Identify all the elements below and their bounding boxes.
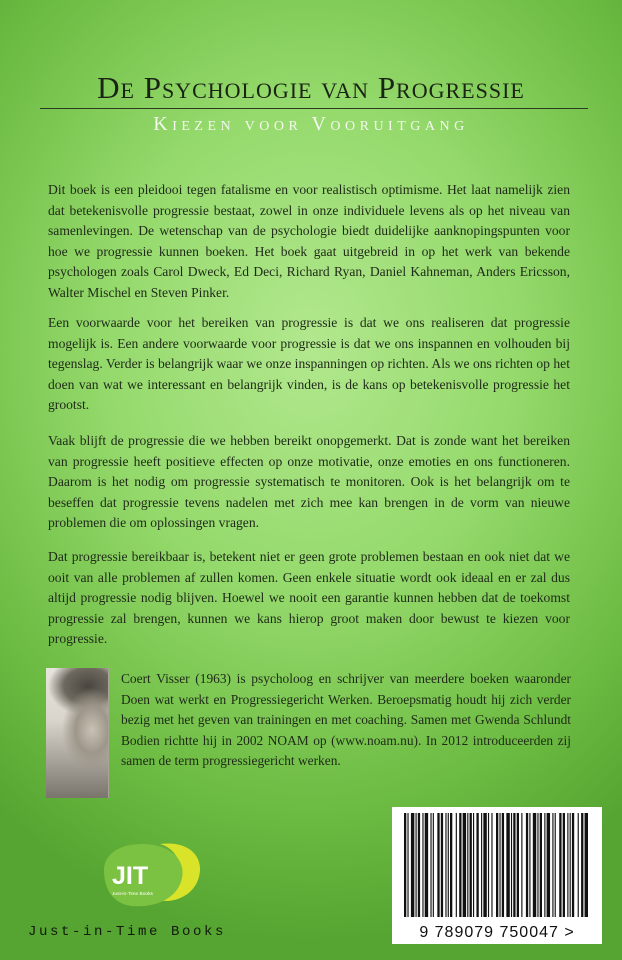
- barcode-bar: [488, 813, 489, 917]
- barcode-bar: [476, 813, 478, 917]
- barcode-bar: [544, 813, 545, 917]
- publisher-name: Just-in-Time Books: [28, 924, 227, 940]
- logo-text: JIT: [112, 862, 149, 890]
- blurb-paragraph-4: Dat progressie bereikbaar is, betekent niet er geen grote problemen bestaan en ook niet dat we ooit van alle problemen af zullen komen. Geen enkele situatie wordt ook ideaal en er zal dus altijd progressie nodig blijven. Hoewel we nooit een garantie kunnen hebben dat de toekomst progressie zal brengen, kunnen we kans hierop groot maken door bewust te kiezen voor progressie.: [48, 549, 570, 647]
- barcode-bar: [433, 813, 434, 917]
- book-subtitle: Kiezen voor Vooruitgang: [153, 113, 469, 135]
- barcode-bar: [537, 813, 538, 917]
- barcode-bar: [463, 813, 466, 917]
- logo-tagline: Just-in-Time Books: [112, 892, 153, 897]
- barcode-bar: [407, 813, 408, 917]
- barcode-bar: [481, 813, 482, 917]
- barcode-bar: [511, 813, 512, 917]
- author-photo: [46, 668, 109, 798]
- book-title: De Psychologie van Progressie: [97, 70, 525, 105]
- barcode-bar: [448, 813, 449, 917]
- barcode-bar: [559, 813, 561, 917]
- barcode-bar: [581, 813, 583, 917]
- blurb-paragraph-3: Vaak blijft de progressie die we hebben bereikt onopgemerkt. Dat is zonde want het bereiken van progressie heeft positieve effecten op onze motivatie, onze emoties en ons functioneren. Daarom is het nodig om progressie systematisch te monitoren. Ook is het belangrijk om te beseffen dat progressie tevens nadelen met zich mee kan brengen in de vorm van nieuwe problemen die om oplossingen vragen.: [48, 433, 570, 531]
- barcode-bar: [441, 813, 443, 917]
- barcode-bar: [473, 813, 474, 917]
- barcode-bar: [437, 813, 439, 917]
- barcode-bar: [499, 813, 500, 917]
- barcode-bar: [418, 813, 420, 917]
- barcode-bar: [467, 813, 468, 917]
- barcode-bar: [533, 813, 536, 917]
- publisher-logo: [90, 840, 208, 912]
- barcode-bar: [517, 813, 519, 917]
- barcode-bar: [529, 813, 530, 917]
- barcode-bar: [506, 813, 509, 917]
- barcode-bar: [572, 813, 574, 917]
- barcode-bar: [526, 813, 528, 917]
- title-divider: [40, 108, 588, 109]
- barcode-bar: [563, 813, 565, 917]
- isbn-barcode: [392, 807, 602, 944]
- barcode-bar: [567, 813, 568, 917]
- barcode-bar: [416, 813, 417, 917]
- barcode-bar: [445, 813, 446, 917]
- barcode-bar: [411, 813, 414, 917]
- barcode-bar: [570, 813, 571, 917]
- blurb-paragraph-1: Dit boek is een pleidooi tegen fatalisme en voor realistisch optimisme. Het laat namelijk zien dat betekenisvolle progressie bestaat, zowel in onze individuele levens als op het niveau van samenlevingen. De wetenschap van de psychologie biedt duidelijke aanknopingspunten voor hoe we progressie kunnen boeken. Het boek gaat uitgebreid in op het werk van bekende psychologen zoals Carol Dweck, Ed Deci, Richard Ryan, Daniel Kahneman, Anders Ericsson, Walter Mischel en Steven Pinker.: [48, 182, 570, 300]
- barcode-bar: [459, 813, 461, 917]
- barcode-bar: [483, 813, 486, 917]
- barcode-bar: [496, 813, 498, 917]
- barcode-bar: [430, 813, 431, 917]
- barcode-bar: [404, 813, 406, 917]
- barcode-bar: [425, 813, 428, 917]
- barcode-bar: [552, 813, 553, 917]
- barcode-bar: [450, 813, 452, 917]
- barcode-bar: [491, 813, 492, 917]
- barcode-bar: [521, 813, 522, 917]
- barcode-bar: [585, 813, 588, 917]
- barcode-bar: [422, 813, 423, 917]
- blurb-paragraph-2: Een voorwaarde voor het bereiken van progressie is dat we ons realiseren dat progressie mogelijk is. Een andere voorwaarde voor progressie is dat we ons inspannen en volhouden bij tegenslag. Verder is belangrijk waar we onze inspanningen op richten. Als we ons richten op het doen van wat we interessant en belangrijk vinden, is de kans op betekenisvolle progressie het grootst.: [48, 315, 570, 413]
- barcode-bar: [540, 813, 542, 917]
- barcode-bar: [555, 813, 556, 917]
- barcode-bar: [502, 813, 504, 917]
- barcode-bar: [547, 813, 550, 917]
- barcode-bar: [456, 813, 457, 917]
- isbn-number: 9 789079 750047 >: [419, 924, 575, 941]
- barcode-bars: [402, 813, 592, 921]
- barcode-bar: [578, 813, 579, 917]
- author-bio: Coert Visser (1963) is psycholoog en schrijver van meerdere boeken waaronder Doen wat werkt en Progressiegericht Werken. Beroepsmatig houdt hij zich verder bezig met het geven van trainingen en met coaching. Samen met Gwenda Schlundt Bodien richtte hij in 2002 NOAM op (www.noam.nu). In 2012 introduceerden zij samen de term progressiegericht werken.: [121, 671, 571, 769]
- barcode-bar: [513, 813, 515, 917]
- barcode-bar: [470, 813, 472, 917]
